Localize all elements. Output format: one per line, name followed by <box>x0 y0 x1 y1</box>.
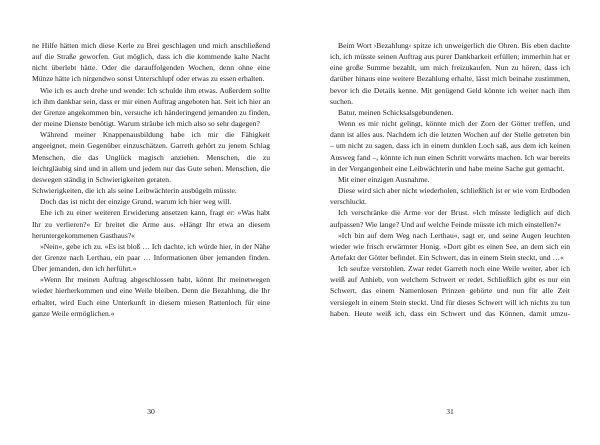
paragraph: Ehe ich zu einer weiteren Erwiderung ansetzen kann, fragt er: »Was habt Ihr zu verlieren?« Er breitet die Arme aus. »Hängt Ihr etwa an diesem heruntergekommenen Gasthaus?« <box>32 208 270 240</box>
paragraph: Batur, meinen Schicksalsgebundenen. <box>338 107 454 117</box>
paragraph: Wenn es mir nicht gelingt, könnte mich der Zorn der Götter treffen, und dann ist alles aus. Nachdem ich die letzten Wochen auf der Stelle getreten bin – um nicht zu sagen, dass ich in einem dunklen Loch saß, aus dem ich keinen Ausweg fand –, könnte ich nun einen Schritt vorwärts machen. Ich war bereits in der Vergangenheit eine Leibwächterin und habe meine Sache gut gemacht. <box>330 119 570 173</box>
paragraph: ne Hilfe hätten mich diese Kerle zu Brei geschlagen und mich anschließend auf die Straße geworfen. Gut möglich, dass ich die kommende kalte Nacht nicht überlebt hätte. Oder die darauffolgenden Wochen, denn ohne eine Münze hätte ich nirgendwo sonst Unterschlupf oder etwas zu essen erhalten. <box>32 41 270 84</box>
paragraph: Ich seufze verstohlen. Zwar redet Garreth noch eine Weile weiter, aber ich weiß auf Anhieb, von welchem Schwert er redet. Schließlich gibt es nur ein Schwert, das einem Namenlosen Prinzen gehörte und nun für alle Zeit versiegelt in einem Stein steckt. Und für dieses Schwert will ich nichts zu tun haben. Heute weiß ich, dass ein Schwert und das Können, damit umzu- <box>330 264 570 318</box>
right-page-text <box>330 40 570 319</box>
paragraph: Diese wird sich aber nicht wiederholen, schließlich ist er wie vom Erdboden verschluckt. <box>330 186 570 207</box>
left-page-number: 30 <box>147 407 155 416</box>
paragraph: Schwierigkeiten, die ich als seine Leibwächterin ausbügeln müsste. <box>32 186 237 196</box>
right-page-number: 31 <box>446 407 454 416</box>
paragraph: »Nein«, gebe ich zu. »Es ist bloß … Ich dachte, ich würde hier, in der Nähe der Grenze nach Lerthau, ein paar … Informationen über jemanden finden. Über jemanden, den ich herführt.« <box>32 241 270 274</box>
paragraph: Während meiner Knappenausbildung habe ich mir die Fähigkeit angeeignet, mein Gegenüber einzuschätzen. Garreth gehört zu jenem Schlag Menschen, die das Unglück magisch anziehen. Menschen, die zu leichtgläubig sind und in allem und jedem nur das Gute sehen. Menschen, die deswegen ständig in Schwierigkeiten geraten. <box>32 130 270 184</box>
paragraph: Doch das ist nicht der einzige Grund, warum ich hier weg will. <box>40 197 232 207</box>
paragraph: Mit einer einzigen Ausnahme. <box>338 174 430 184</box>
paragraph: Ich verschränke die Arme vor der Brust. »Ich müsste lediglich auf dich aufpassen? Wie lange? Und auf welche Feinde müsste ich mich einstellen?« <box>330 208 570 229</box>
left-page-text <box>32 40 270 319</box>
paragraph: Beim Wort ›Bezahlung‹ spitze ich unweigerlich die Ohren. Bis eben dachte ich, ich müsste seinen Auftrag aus purer Dankbarkeit erfüllen; immerhin hat er eine große Summe bezahlt, um mich freizukaufen. Nun zu hören, dass ich darüber hinaus eine weitere Bezahlung erhalte, lässt mich beinahe zustimmen, bevor ich die Details kenne. Mit genügend Geld könnte ich weiter nach ihm suchen. <box>330 41 570 106</box>
paragraph: »Wenn Ihr meinen Auftrag abgeschlossen habt, könnt Ihr meinetwegen wieder hierherkommen und eine Weile bleiben. Denn die Bezahlung, die Ihr erhaltet, wird Euch eine Unterkunft in diesem miesen Rattenloch für eine ganze Weile ermöglichen.« <box>32 275 270 318</box>
paragraph: Wie ich es auch drehe und wende: Ich schulde ihm etwas. Außerdem sollte ich ihm dankbar sein, dass er mir einen Auftrag angeboten hat. Seit ich hier an der Grenze angekommen bin, versuche ich händeringend jemanden zu finden, der meine Dienste benötigt. Warum sträube ich mich also so sehr dagegen? <box>32 85 270 129</box>
paragraph: »Ich bin auf dem Weg nach Lerthau«, sagt er, und seine Augen leuchten wieder wie frisch erwärmter Honig. »Dort gibt es einen See, an dem sich ein Artefakt der Götter befindet. Ein Schwert, das in einem Stein steckt, und …« <box>330 230 570 262</box>
